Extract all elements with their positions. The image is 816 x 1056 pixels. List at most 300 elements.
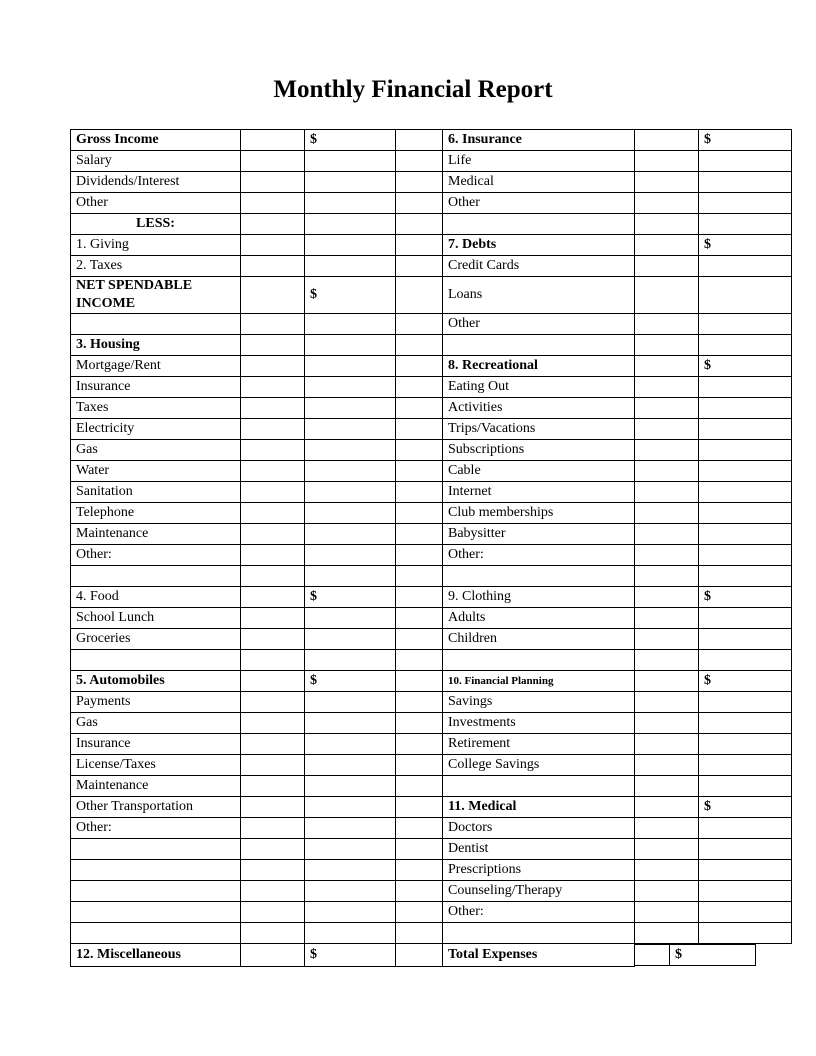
row-label-left: Other (71, 193, 241, 214)
amount-cell[interactable] (699, 608, 792, 629)
amount-cell[interactable] (305, 881, 396, 902)
row-label-left (71, 566, 241, 587)
spacer-cell (396, 335, 443, 356)
amount-cell[interactable] (305, 398, 396, 419)
amount-cell[interactable] (305, 650, 396, 671)
row-label-left: 5. Automobiles (71, 671, 241, 692)
row-label-right (443, 566, 635, 587)
row-label-left: Other: (71, 545, 241, 566)
entry-cell[interactable] (241, 503, 305, 524)
amount-cell[interactable] (305, 256, 396, 277)
table-row (71, 755, 792, 776)
spacer-cell (396, 235, 443, 256)
dollar-cell[interactable]: $ (699, 130, 792, 151)
table-row (71, 256, 792, 277)
row-label-left: Mortgage/Rent (71, 356, 241, 377)
entry-cell[interactable] (241, 314, 305, 335)
entry-cell[interactable] (241, 755, 305, 776)
row-label-right (443, 776, 635, 797)
entry-cell[interactable] (635, 314, 699, 335)
row-label-left: Electricity (71, 419, 241, 440)
amount-cell[interactable] (699, 776, 792, 797)
entry-cell[interactable] (635, 335, 699, 356)
table-row (71, 193, 792, 214)
entry-cell[interactable] (241, 193, 305, 214)
amount-cell[interactable] (699, 419, 792, 440)
amount-cell[interactable] (305, 356, 396, 377)
row-label-right (443, 214, 635, 235)
row-label-left (71, 881, 241, 902)
table-row (71, 692, 792, 713)
entry-cell[interactable] (241, 902, 305, 923)
row-label-left: Other: (71, 818, 241, 839)
amount-cell[interactable] (699, 881, 792, 902)
amount-cell[interactable] (305, 419, 396, 440)
entry-cell[interactable] (635, 377, 699, 398)
entry-cell[interactable] (241, 713, 305, 734)
amount-cell[interactable] (305, 692, 396, 713)
entry-cell[interactable] (635, 482, 699, 503)
row-label-right: 6. Insurance (443, 130, 635, 151)
row-label-right: Trips/Vacations (443, 419, 635, 440)
row-label-left: Telephone (71, 503, 241, 524)
row-label-right: Loans (443, 277, 635, 314)
spacer-cell (396, 944, 443, 967)
entry-cell[interactable] (635, 587, 699, 608)
table-row (71, 356, 792, 377)
amount-cell[interactable] (699, 461, 792, 482)
amount-cell[interactable] (305, 440, 396, 461)
row-label-right: Credit Cards (443, 256, 635, 277)
row-label-left: License/Taxes (71, 755, 241, 776)
spacer-cell (396, 503, 443, 524)
table-row (71, 377, 792, 398)
row-label-right: Retirement (443, 734, 635, 755)
entry-cell[interactable] (241, 482, 305, 503)
row-label-right: Adults (443, 608, 635, 629)
table-row (71, 398, 792, 419)
dollar-cell[interactable]: $ (699, 235, 792, 256)
entry-cell[interactable] (635, 356, 699, 377)
entry-cell[interactable] (635, 214, 699, 235)
amount-cell[interactable] (305, 235, 396, 256)
table-row (71, 923, 792, 944)
spacer-cell (396, 482, 443, 503)
table-row (71, 902, 792, 923)
table-row-footer (71, 944, 792, 967)
amount-cell[interactable] (699, 713, 792, 734)
entry-cell[interactable] (241, 235, 305, 256)
amount-cell[interactable] (305, 524, 396, 545)
row-label-right: 10. Financial Planning (443, 671, 635, 692)
table-row (71, 566, 792, 587)
total-expenses-label: Total Expenses (443, 944, 635, 967)
entry-cell[interactable] (241, 776, 305, 797)
spacer-cell (396, 398, 443, 419)
entry-cell[interactable] (241, 440, 305, 461)
amount-cell[interactable] (699, 151, 792, 172)
dollar-cell[interactable]: $ (699, 587, 792, 608)
spacer-cell (396, 566, 443, 587)
spacer-cell (396, 256, 443, 277)
amount-cell[interactable] (699, 839, 792, 860)
amount-cell[interactable] (699, 734, 792, 755)
entry-cell[interactable] (241, 881, 305, 902)
table-row (71, 482, 792, 503)
dollar-cell[interactable]: $ (699, 671, 792, 692)
entry-cell[interactable] (635, 256, 699, 277)
entry-cell[interactable] (241, 172, 305, 193)
row-label-left: Gas (71, 713, 241, 734)
amount-cell[interactable] (305, 335, 396, 356)
entry-cell[interactable] (635, 818, 699, 839)
table-row (71, 671, 792, 692)
table-row (71, 860, 792, 881)
table-row (71, 503, 792, 524)
table-row (71, 419, 792, 440)
entry-cell[interactable] (241, 461, 305, 482)
row-label-right: Other: (443, 902, 635, 923)
row-label-right: Prescriptions (443, 860, 635, 881)
spacer-cell (396, 172, 443, 193)
entry-cell[interactable] (241, 277, 305, 314)
spacer-cell (396, 314, 443, 335)
total-expenses-cells (635, 944, 792, 967)
entry-cell[interactable] (241, 151, 305, 172)
spacer-cell (396, 881, 443, 902)
dollar-cell[interactable]: $ (670, 945, 756, 966)
spacer-cell (396, 713, 443, 734)
row-label-left: Salary (71, 151, 241, 172)
table-row (71, 545, 792, 566)
table-row (71, 776, 792, 797)
table-row (71, 818, 792, 839)
amount-cell[interactable] (305, 776, 396, 797)
row-label-left: 4. Food (71, 587, 241, 608)
amount-cell[interactable] (699, 755, 792, 776)
row-label-left: Maintenance (71, 524, 241, 545)
row-label-right: 9. Clothing (443, 587, 635, 608)
amount-cell[interactable] (305, 214, 396, 235)
row-label-left: 3. Housing (71, 335, 241, 356)
entry-cell[interactable] (635, 776, 699, 797)
amount-cell[interactable] (699, 692, 792, 713)
row-label-left: Gas (71, 440, 241, 461)
row-label-right: Other (443, 314, 635, 335)
spacer-cell (396, 277, 443, 314)
entry-cell[interactable] (635, 881, 699, 902)
table-row (71, 524, 792, 545)
entry-cell[interactable] (241, 797, 305, 818)
row-label-right: Other: (443, 545, 635, 566)
row-label-left (71, 860, 241, 881)
entry-cell[interactable] (241, 566, 305, 587)
spacer-cell (396, 671, 443, 692)
spacer-cell (396, 461, 443, 482)
amount-cell[interactable] (699, 923, 792, 944)
row-label-left: Groceries (71, 629, 241, 650)
row-label-right: Savings (443, 692, 635, 713)
amount-cell[interactable] (305, 860, 396, 881)
entry-cell[interactable] (635, 755, 699, 776)
entry-cell[interactable] (241, 545, 305, 566)
row-label-left (71, 314, 241, 335)
table-row (71, 629, 792, 650)
amount-cell[interactable] (305, 923, 396, 944)
entry-cell[interactable] (241, 335, 305, 356)
amount-cell[interactable] (305, 608, 396, 629)
amount-cell[interactable] (699, 214, 792, 235)
row-label-left: 2. Taxes (71, 256, 241, 277)
row-label-left (71, 923, 241, 944)
entry-cell[interactable] (241, 944, 305, 967)
entry-cell[interactable] (241, 377, 305, 398)
row-label-right: Club memberships (443, 503, 635, 524)
entry-cell[interactable] (241, 608, 305, 629)
amount-cell[interactable] (305, 713, 396, 734)
entry-cell[interactable] (241, 524, 305, 545)
amount-cell[interactable] (305, 839, 396, 860)
amount-cell[interactable] (699, 172, 792, 193)
spacer-cell (396, 755, 443, 776)
entry-cell[interactable] (241, 130, 305, 151)
spacer-cell (396, 377, 443, 398)
amount-cell[interactable] (699, 524, 792, 545)
amount-cell[interactable] (699, 818, 792, 839)
amount-cell[interactable] (699, 545, 792, 566)
amount-cell[interactable] (699, 377, 792, 398)
entry-cell[interactable] (241, 839, 305, 860)
row-label-right: Activities (443, 398, 635, 419)
dollar-cell[interactable]: $ (305, 277, 396, 314)
amount-cell[interactable] (699, 440, 792, 461)
amount-cell[interactable] (305, 314, 396, 335)
amount-cell[interactable] (305, 461, 396, 482)
entry-cell[interactable] (635, 440, 699, 461)
spacer-cell (396, 356, 443, 377)
spacer-cell (396, 839, 443, 860)
row-label-right: Babysitter (443, 524, 635, 545)
entry-cell[interactable] (635, 235, 699, 256)
page-title: Monthly Financial Report (273, 76, 553, 103)
amount-cell[interactable] (305, 566, 396, 587)
spacer-cell (396, 629, 443, 650)
row-label-right: Investments (443, 713, 635, 734)
spacer-cell (396, 776, 443, 797)
entry-cell[interactable] (635, 172, 699, 193)
spacer-cell (396, 650, 443, 671)
row-label-left: Gross Income (71, 130, 241, 151)
amount-cell[interactable] (305, 545, 396, 566)
entry-cell[interactable] (241, 256, 305, 277)
spacer-cell (396, 923, 443, 944)
row-label-left: LESS: (71, 214, 241, 235)
entry-cell[interactable] (241, 692, 305, 713)
amount-cell[interactable] (305, 503, 396, 524)
amount-cell[interactable] (305, 818, 396, 839)
row-label-right: Eating Out (443, 377, 635, 398)
entry-cell[interactable] (635, 945, 670, 966)
entry-cell[interactable] (635, 130, 699, 151)
table-row (71, 440, 792, 461)
spacer-cell (396, 419, 443, 440)
entry-cell[interactable] (635, 524, 699, 545)
entry-cell[interactable] (635, 629, 699, 650)
row-label-right (443, 923, 635, 944)
entry-cell[interactable] (635, 277, 699, 314)
row-label-right: Medical (443, 172, 635, 193)
entry-cell[interactable] (635, 650, 699, 671)
dollar-cell[interactable]: $ (699, 797, 792, 818)
spacer-cell (396, 130, 443, 151)
row-label-left: School Lunch (71, 608, 241, 629)
amount-cell[interactable] (305, 482, 396, 503)
spacer-cell (396, 902, 443, 923)
row-label-right: Subscriptions (443, 440, 635, 461)
amount-cell[interactable] (699, 335, 792, 356)
amount-cell[interactable] (699, 902, 792, 923)
amount-cell[interactable] (699, 314, 792, 335)
table-row (71, 797, 792, 818)
dollar-cell[interactable]: $ (305, 130, 396, 151)
amount-cell[interactable] (305, 755, 396, 776)
entry-cell[interactable] (635, 797, 699, 818)
entry-cell[interactable] (241, 356, 305, 377)
table-row (71, 151, 792, 172)
entry-cell[interactable] (635, 566, 699, 587)
row-label-right: Counseling/Therapy (443, 881, 635, 902)
financial-report-table (70, 129, 792, 967)
amount-cell[interactable] (699, 650, 792, 671)
table-row (71, 713, 792, 734)
amount-cell[interactable] (699, 482, 792, 503)
amount-cell[interactable] (699, 193, 792, 214)
row-label-right (443, 650, 635, 671)
spacer-cell (396, 440, 443, 461)
entry-cell[interactable] (635, 839, 699, 860)
amount-cell[interactable] (699, 503, 792, 524)
table-row (71, 214, 792, 235)
amount-cell[interactable] (305, 172, 396, 193)
row-label-right: College Savings (443, 755, 635, 776)
entry-cell[interactable] (635, 734, 699, 755)
spacer-cell (396, 524, 443, 545)
entry-cell[interactable] (241, 818, 305, 839)
amount-cell[interactable] (305, 377, 396, 398)
row-label-left (71, 839, 241, 860)
dollar-cell[interactable]: $ (305, 587, 396, 608)
dollar-cell[interactable]: $ (305, 944, 396, 967)
row-label-left (71, 650, 241, 671)
amount-cell[interactable] (305, 629, 396, 650)
row-label-right: Dentist (443, 839, 635, 860)
entry-cell[interactable] (241, 214, 305, 235)
amount-cell[interactable] (699, 277, 792, 314)
entry-cell[interactable] (241, 419, 305, 440)
entry-cell[interactable] (241, 923, 305, 944)
entry-cell[interactable] (241, 629, 305, 650)
misc-label: 12. Miscellaneous (71, 944, 241, 967)
table-row (71, 277, 792, 314)
entry-cell[interactable] (635, 545, 699, 566)
amount-cell[interactable] (305, 151, 396, 172)
row-label-left: Water (71, 461, 241, 482)
entry-cell[interactable] (241, 734, 305, 755)
entry-cell[interactable] (635, 398, 699, 419)
entry-cell[interactable] (635, 923, 699, 944)
entry-cell[interactable] (635, 671, 699, 692)
row-label-left: Taxes (71, 398, 241, 419)
amount-cell[interactable] (305, 797, 396, 818)
table-row (71, 734, 792, 755)
row-label-right: Cable (443, 461, 635, 482)
table-row (71, 172, 792, 193)
row-label-right: Children (443, 629, 635, 650)
amount-cell[interactable] (699, 629, 792, 650)
table-row (71, 608, 792, 629)
entry-cell[interactable] (241, 398, 305, 419)
amount-cell[interactable] (699, 566, 792, 587)
entry-cell[interactable] (241, 671, 305, 692)
spacer-cell (396, 608, 443, 629)
row-label-right: Life (443, 151, 635, 172)
entry-cell[interactable] (241, 587, 305, 608)
spacer-cell (396, 692, 443, 713)
row-label-right: Other (443, 193, 635, 214)
dollar-cell[interactable]: $ (305, 671, 396, 692)
row-label-left: Sanitation (71, 482, 241, 503)
table-row (71, 335, 792, 356)
entry-cell[interactable] (635, 608, 699, 629)
table-row (71, 235, 792, 256)
amount-cell[interactable] (305, 193, 396, 214)
row-label-left: NET SPENDABLE INCOME (71, 277, 241, 314)
entry-cell[interactable] (635, 860, 699, 881)
dollar-cell[interactable]: $ (699, 356, 792, 377)
entry-cell[interactable] (635, 151, 699, 172)
spacer-cell (396, 545, 443, 566)
amount-cell[interactable] (699, 860, 792, 881)
table-row (71, 461, 792, 482)
spacer-cell (396, 214, 443, 235)
entry-cell[interactable] (635, 503, 699, 524)
report-body (71, 130, 792, 967)
amount-cell[interactable] (699, 256, 792, 277)
table-row (71, 839, 792, 860)
entry-cell[interactable] (635, 419, 699, 440)
spacer-cell (396, 193, 443, 214)
row-label-right: 11. Medical (443, 797, 635, 818)
spacer-cell (396, 860, 443, 881)
amount-cell[interactable] (699, 398, 792, 419)
row-label-right: Internet (443, 482, 635, 503)
entry-cell[interactable] (635, 692, 699, 713)
entry-cell[interactable] (635, 902, 699, 923)
entry-cell[interactable] (635, 713, 699, 734)
row-label-right (443, 335, 635, 356)
row-label-left: Dividends/Interest (71, 172, 241, 193)
amount-cell[interactable] (305, 734, 396, 755)
entry-cell[interactable] (635, 193, 699, 214)
spacer-cell (396, 734, 443, 755)
entry-cell[interactable] (241, 650, 305, 671)
table-row (71, 314, 792, 335)
spacer-cell (396, 818, 443, 839)
entry-cell[interactable] (241, 860, 305, 881)
amount-cell[interactable] (305, 902, 396, 923)
row-label-right: 8. Recreational (443, 356, 635, 377)
entry-cell[interactable] (635, 461, 699, 482)
